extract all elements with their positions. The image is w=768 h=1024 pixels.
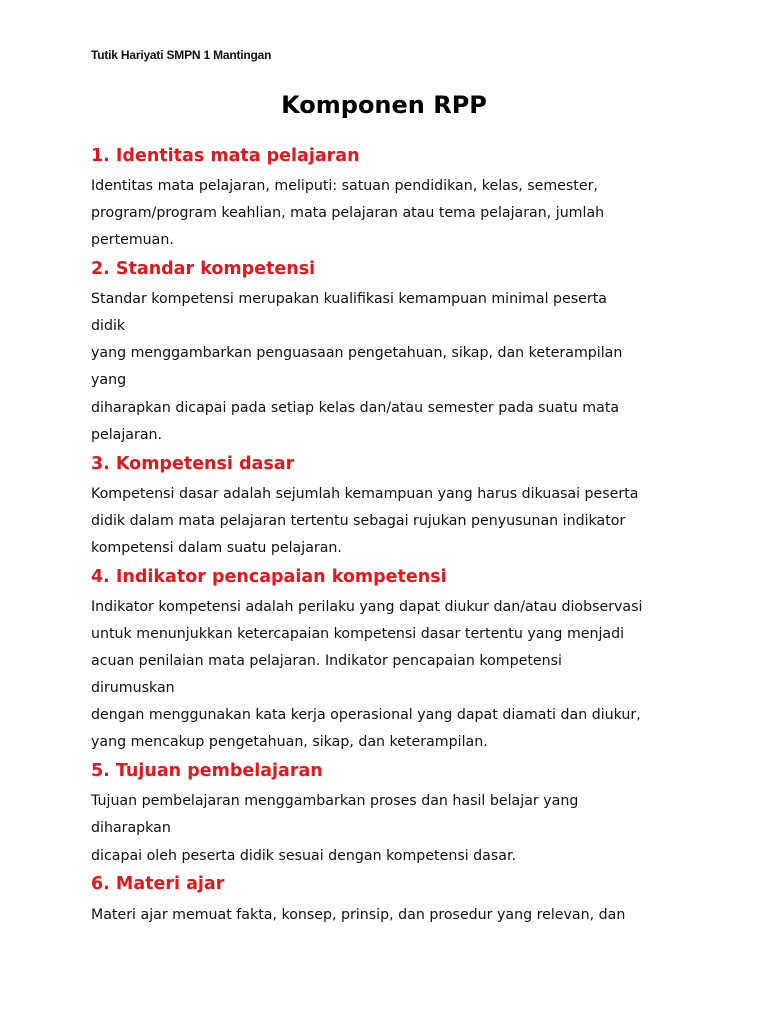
body-line: yang mencakup pengetahuan, sikap, dan keterampilan. (91, 734, 488, 750)
body-line: pelajaran. (91, 427, 163, 443)
document-title: Komponen RPP (281, 91, 487, 119)
section-heading-materi-ajar: 6. Materi ajar (91, 874, 225, 894)
body-line: acuan penilaian mata pelajaran. Indikator pencapaian kompetensi (91, 653, 562, 669)
section-heading-kompetensi-dasar: 3. Kompetensi dasar (91, 454, 295, 474)
body-line: didik dalam mata pelajaran tertentu sebagai rujukan penyusunan indikator (91, 513, 626, 529)
body-line: program/program keahlian, mata pelajaran atau tema pelajaran, jumlah (91, 205, 605, 221)
body-line: Tujuan pembelajaran menggambarkan proses dan hasil belajar yang (91, 793, 579, 809)
body-line: dicapai oleh peserta didik sesuai dengan kompetensi dasar. (91, 848, 516, 864)
body-line: dirumuskan (91, 680, 175, 696)
body-line: Indikator kompetensi adalah perilaku yang dapat diukur dan/atau diobservasi (91, 599, 643, 615)
section-heading-identitas: 1. Identitas mata pelajaran (91, 146, 360, 166)
section-heading-tujuan: 5. Tujuan pembelajaran (91, 761, 323, 781)
body-line: untuk menunjukkan ketercapaian kompetensi dasar tertentu yang menjadi (91, 626, 625, 642)
body-line: Standar kompetensi merupakan kualifikasi kemampuan minimal peserta (91, 291, 607, 307)
running-header: Tutik Hariyati SMPN 1 Mantingan (91, 48, 272, 62)
body-line: didik (91, 318, 126, 334)
section-heading-indikator: 4. Indikator pencapaian kompetensi (91, 567, 447, 587)
section-heading-standar-kompetensi: 2. Standar kompetensi (91, 259, 316, 279)
body-line: yang (91, 372, 127, 388)
body-line: dengan menggunakan kata kerja operasional yang dapat diamati dan diukur, (91, 707, 641, 723)
body-line: diharapkan (91, 820, 171, 836)
body-line: pertemuan. (91, 232, 174, 248)
body-line: yang menggambarkan penguasaan pengetahuan, sikap, dan keterampilan (91, 345, 623, 361)
body-line: kompetensi dalam suatu pelajaran. (91, 540, 342, 556)
body-line: Materi ajar memuat fakta, konsep, prinsip, dan prosedur yang relevan, dan (91, 907, 626, 923)
body-line: Kompetensi dasar adalah sejumlah kemampuan yang harus dikuasai peserta (91, 486, 639, 502)
body-line: Identitas mata pelajaran, meliputi: satuan pendidikan, kelas, semester, (91, 178, 598, 194)
body-line: diharapkan dicapai pada setiap kelas dan/atau semester pada suatu mata (91, 400, 620, 416)
